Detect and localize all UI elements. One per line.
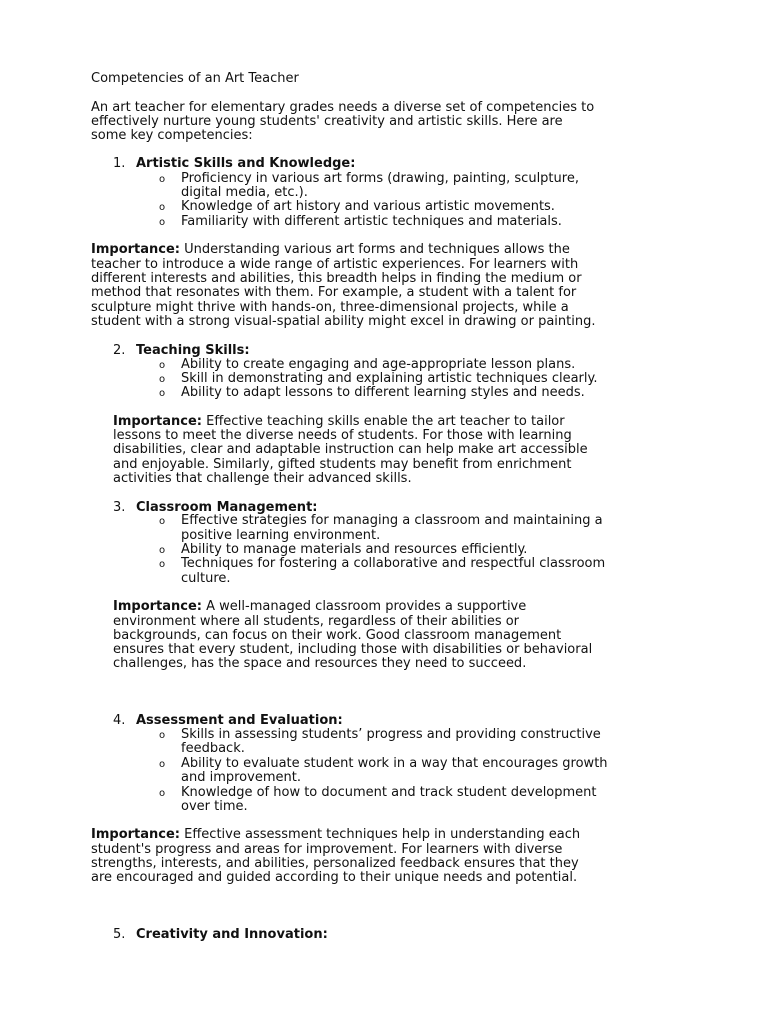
importance-line: method that resonates with them. For example, a student with a talent for (91, 285, 577, 300)
section-heading: Artistic Skills and Knowledge: (136, 156, 356, 171)
section-number: 3. (113, 500, 126, 515)
bullet-text: Skill in demonstrating and explaining artistic techniques clearly. (181, 371, 598, 386)
bullet-icon: o (159, 730, 166, 741)
section-number: 4. (113, 713, 126, 728)
importance-line: disabilities, clear and adaptable instruction can help make art accessible (113, 442, 588, 457)
importance-line: sculpture might thrive with hands-on, three-dimensional projects, while a (91, 300, 569, 315)
bullet-text: Proficiency in various art forms (drawing, painting, sculpture, (181, 171, 579, 186)
importance-line: strengths, interests, and abilities, personalized feedback ensures that they (91, 856, 579, 871)
intro-line: effectively nurture young students' creativity and artistic skills. Here are (91, 114, 563, 129)
bullet-text: feedback. (181, 741, 245, 756)
bullet-text: Ability to create engaging and age-appropriate lesson plans. (181, 357, 576, 372)
importance-line: activities that challenge their advanced skills. (113, 471, 412, 486)
importance-line: backgrounds, can focus on their work. Good classroom management (113, 628, 562, 643)
importance-text: Effective teaching skills enable the art teacher to tailor (202, 414, 565, 429)
bullet-text: Ability to adapt lessons to different learning styles and needs. (181, 385, 585, 400)
importance-text: A well-managed classroom provides a supportive (202, 599, 527, 614)
importance-line: lessons to meet the diverse needs of students. For those with learning (113, 428, 572, 443)
importance-line: teacher to introduce a wide range of artistic experiences. For learners with (91, 257, 579, 272)
bullet-icon: o (159, 516, 166, 527)
document-title: Competencies of an Art Teacher (91, 71, 299, 86)
importance-paragraph (91, 243, 570, 257)
section-number: 5. (113, 927, 126, 942)
bullet-icon: o (159, 788, 166, 799)
bullet-text: positive learning environment. (181, 528, 381, 543)
bullet-icon: o (159, 174, 166, 185)
importance-label: Importance: (91, 827, 180, 842)
bullet-icon: o (159, 374, 166, 385)
bullet-text: culture. (181, 571, 231, 586)
bullet-text: digital media, etc.). (181, 185, 308, 200)
section-number: 2. (113, 343, 126, 358)
section-heading: Classroom Management: (136, 500, 318, 515)
importance-paragraph (91, 828, 580, 842)
bullet-icon: o (159, 202, 166, 213)
bullet-text: Ability to evaluate student work in a way that encourages growth (181, 756, 608, 771)
importance-paragraph (113, 600, 526, 614)
bullet-text: and improvement. (181, 770, 301, 785)
bullet-text: Ability to manage materials and resources efficiently. (181, 542, 528, 557)
importance-paragraph (113, 415, 565, 429)
importance-line: are encouraged and guided according to their unique needs and potential. (91, 870, 578, 885)
intro-line: some key competencies: (91, 128, 253, 143)
bullet-text: Knowledge of art history and various artistic movements. (181, 199, 555, 214)
importance-line: environment where all students, regardless of their abilities or (113, 614, 520, 629)
intro-line: An art teacher for elementary grades needs a diverse set of competencies to (91, 100, 595, 115)
importance-line: challenges, has the space and resources they need to succeed. (113, 656, 527, 671)
importance-line: student's progress and areas for improvement. For learners with diverse (91, 842, 563, 857)
bullet-text: Effective strategies for managing a classroom and maintaining a (181, 513, 603, 528)
bullet-text: Skills in assessing students’ progress and providing constructive (181, 727, 601, 742)
importance-line: and enjoyable. Similarly, gifted students may benefit from enrichment (113, 457, 572, 472)
section-number: 1. (113, 156, 126, 171)
importance-line: student with a strong visual-spatial ability might excel in drawing or painting. (91, 314, 596, 329)
section-heading: Creativity and Innovation: (136, 927, 328, 942)
bullet-icon: o (159, 217, 166, 228)
bullet-icon: o (159, 759, 166, 770)
bullet-icon: o (159, 388, 166, 399)
bullet-icon: o (159, 360, 166, 371)
importance-line: ensures that every student, including those with disabilities or behavioral (113, 642, 593, 657)
bullet-text: over time. (181, 799, 248, 814)
bullet-text: Knowledge of how to document and track student development (181, 785, 597, 800)
importance-label: Importance: (113, 414, 202, 429)
section-heading: Teaching Skills: (136, 343, 250, 358)
bullet-icon: o (159, 559, 166, 570)
importance-text: Effective assessment techniques help in understanding each (180, 827, 581, 842)
importance-label: Importance: (113, 599, 202, 614)
bullet-icon: o (159, 545, 166, 556)
importance-line: different interests and abilities, this breadth helps in finding the medium or (91, 271, 582, 286)
bullet-text: Techniques for fostering a collaborative and respectful classroom (181, 556, 606, 571)
bullet-text: Familiarity with different artistic techniques and materials. (181, 214, 562, 229)
importance-label: Importance: (91, 242, 180, 257)
section-heading: Assessment and Evaluation: (136, 713, 343, 728)
importance-text: Understanding various art forms and techniques allows the (180, 242, 570, 257)
